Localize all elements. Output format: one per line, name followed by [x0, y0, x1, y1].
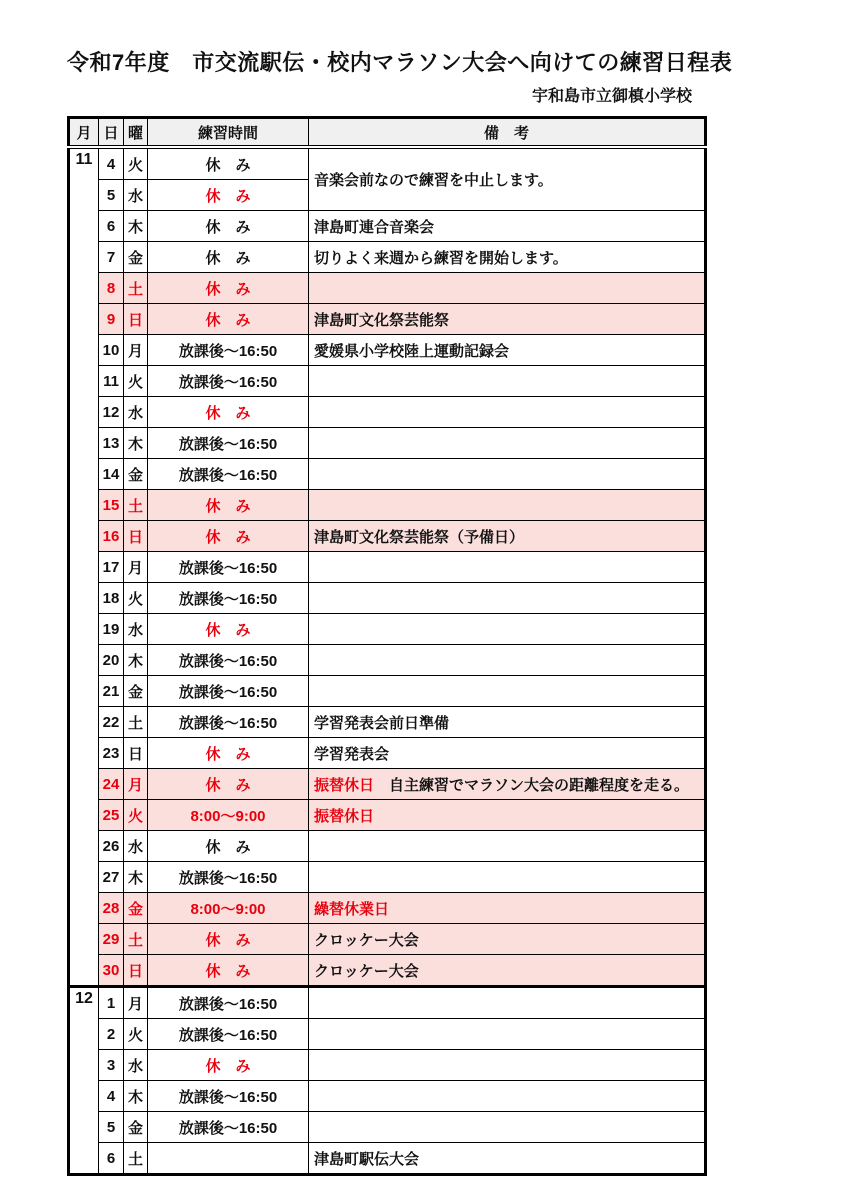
day-cell: 9	[99, 304, 124, 335]
time-cell: 放課後～16:50	[148, 676, 309, 707]
schedule-row	[69, 1081, 706, 1112]
time-cell: 休 み	[148, 521, 309, 552]
weekday-cell: 金	[124, 1112, 148, 1143]
column-header-remarks: 備 考	[309, 118, 706, 148]
day-cell: 4	[99, 147, 124, 180]
remark-cell	[309, 1050, 706, 1081]
time-cell: 放課後～16:50	[148, 1081, 309, 1112]
remark-text: 愛媛県小学校陸上運動記録会	[314, 342, 510, 360]
day-cell: 28	[99, 893, 124, 924]
schedule-row	[69, 987, 706, 1019]
weekday-cell: 木	[124, 1081, 148, 1112]
day-cell: 1	[99, 987, 124, 1019]
day-cell: 5	[99, 180, 124, 211]
schedule-row	[69, 1019, 706, 1050]
weekday-cell: 水	[124, 831, 148, 862]
column-header-weekday: 曜	[124, 118, 148, 148]
schedule-row	[69, 645, 706, 676]
time-cell: 休 み	[148, 304, 309, 335]
month-cell: 12	[69, 987, 99, 1175]
weekday-cell: 火	[124, 583, 148, 614]
remark-cell	[309, 147, 706, 211]
column-header-month: 月	[69, 118, 99, 148]
remark-cell	[309, 800, 706, 831]
time-cell: 8:00～9:00	[148, 893, 309, 924]
time-cell: 放課後～16:50	[148, 645, 309, 676]
schedule-row	[69, 583, 706, 614]
time-cell: 放課後～16:50	[148, 552, 309, 583]
schedule-row	[69, 242, 706, 273]
remark-cell	[309, 769, 706, 800]
remark-cell	[309, 1019, 706, 1050]
schedule-row	[69, 304, 706, 335]
remark-text: 振替休日	[314, 807, 375, 825]
day-cell: 4	[99, 1081, 124, 1112]
column-header-practice-time: 練習時間	[148, 118, 309, 148]
practice-schedule-table	[67, 116, 707, 1176]
remark-cell	[309, 521, 706, 552]
page-title: 令和7年度 市交流駅伝・校内マラソン大会へ向けての練習日程表	[67, 50, 733, 75]
weekday-cell: 火	[124, 800, 148, 831]
weekday-cell: 水	[124, 180, 148, 211]
day-cell: 3	[99, 1050, 124, 1081]
schedule-row	[69, 893, 706, 924]
time-cell: 休 み	[148, 738, 309, 769]
day-cell: 19	[99, 614, 124, 645]
weekday-cell: 日	[124, 521, 148, 552]
remark-text: クロッケー大会	[314, 931, 419, 949]
remark-cell	[309, 645, 706, 676]
schedule-row	[69, 614, 706, 645]
remark-cell	[309, 1143, 706, 1175]
document-body	[67, 0, 733, 1176]
schedule-row	[69, 924, 706, 955]
time-cell: 休 み	[148, 397, 309, 428]
time-cell: 休 み	[148, 490, 309, 521]
remark-cell	[309, 242, 706, 273]
weekday-cell: 水	[124, 1050, 148, 1081]
time-cell: 放課後～16:50	[148, 862, 309, 893]
remark-text: 津島町文化祭芸能祭	[314, 311, 450, 329]
schedule-row	[69, 397, 706, 428]
remark-text: 切りよく来週から練習を開始します。	[314, 249, 568, 267]
time-cell	[148, 1143, 309, 1175]
time-cell: 休 み	[148, 180, 309, 211]
remark-text: 自主練習でマラソン大会の距離程度を走る。	[374, 776, 690, 794]
weekday-cell: 日	[124, 304, 148, 335]
time-cell: 放課後～16:50	[148, 1112, 309, 1143]
remark-text: クロッケー大会	[314, 962, 419, 980]
remark-cell	[309, 862, 706, 893]
remark-cell	[309, 490, 706, 521]
remark-cell	[309, 366, 706, 397]
remark-text: 津島町連合音楽会	[314, 218, 435, 236]
weekday-cell: 水	[124, 397, 148, 428]
remark-cell	[309, 1081, 706, 1112]
remark-text: 津島町文化祭芸能祭（予備日）	[314, 528, 525, 546]
day-cell: 18	[99, 583, 124, 614]
remark-cell	[309, 924, 706, 955]
time-cell: 放課後～16:50	[148, 707, 309, 738]
weekday-cell: 日	[124, 955, 148, 987]
remark-cell	[309, 552, 706, 583]
weekday-cell: 木	[124, 645, 148, 676]
schedule-row	[69, 459, 706, 490]
day-cell: 17	[99, 552, 124, 583]
weekday-cell: 月	[124, 335, 148, 366]
day-cell: 25	[99, 800, 124, 831]
day-cell: 23	[99, 738, 124, 769]
remark-cell	[309, 211, 706, 242]
remark-cell	[309, 893, 706, 924]
remark-text: 津島町駅伝大会	[314, 1150, 420, 1168]
time-cell: 休 み	[148, 1050, 309, 1081]
day-cell: 10	[99, 335, 124, 366]
day-cell: 22	[99, 707, 124, 738]
time-cell: 8:00～9:00	[148, 800, 309, 831]
school-name: 宇和島市立御槙小学校	[531, 88, 692, 105]
schedule-row	[69, 1050, 706, 1081]
weekday-cell: 火	[124, 366, 148, 397]
schedule-row	[69, 490, 706, 521]
schedule-row	[69, 147, 706, 180]
weekday-cell: 水	[124, 614, 148, 645]
remark-cell	[309, 304, 706, 335]
remark-text: 学習発表会	[314, 745, 390, 763]
day-cell: 26	[99, 831, 124, 862]
day-cell: 6	[99, 211, 124, 242]
weekday-cell: 木	[124, 211, 148, 242]
schedule-row	[69, 552, 706, 583]
weekday-cell: 火	[124, 147, 148, 180]
weekday-cell: 月	[124, 552, 148, 583]
weekday-cell: 土	[124, 490, 148, 521]
day-cell: 20	[99, 645, 124, 676]
remark-text: 繰替休業日	[314, 900, 390, 918]
column-header-day: 日	[99, 118, 124, 148]
remark-cell	[309, 273, 706, 304]
day-cell: 2	[99, 1019, 124, 1050]
schedule-row	[69, 738, 706, 769]
time-cell: 放課後～16:50	[148, 366, 309, 397]
day-cell: 8	[99, 273, 124, 304]
remark-cell	[309, 614, 706, 645]
weekday-cell: 土	[124, 924, 148, 955]
weekday-cell: 月	[124, 769, 148, 800]
time-cell: 休 み	[148, 273, 309, 304]
schedule-row	[69, 831, 706, 862]
weekday-cell: 金	[124, 459, 148, 490]
time-cell: 休 み	[148, 924, 309, 955]
weekday-cell: 土	[124, 707, 148, 738]
remark-cell	[309, 987, 706, 1019]
remark-cell	[309, 583, 706, 614]
time-cell: 放課後～16:50	[148, 459, 309, 490]
day-cell: 24	[99, 769, 124, 800]
day-cell: 29	[99, 924, 124, 955]
day-cell: 30	[99, 955, 124, 987]
day-cell: 15	[99, 490, 124, 521]
time-cell: 放課後～16:50	[148, 987, 309, 1019]
schedule-row	[69, 273, 706, 304]
schedule-row	[69, 521, 706, 552]
remark-cell	[309, 707, 706, 738]
day-cell: 11	[99, 366, 124, 397]
remark-cell	[309, 397, 706, 428]
schedule-row	[69, 862, 706, 893]
schedule-row	[69, 211, 706, 242]
time-cell: 放課後～16:50	[148, 428, 309, 459]
schedule-row	[69, 769, 706, 800]
remark-cell	[309, 1112, 706, 1143]
time-cell: 休 み	[148, 242, 309, 273]
day-cell: 14	[99, 459, 124, 490]
table-header-row	[69, 118, 706, 148]
day-cell: 6	[99, 1143, 124, 1175]
day-cell: 21	[99, 676, 124, 707]
weekday-cell: 土	[124, 1143, 148, 1175]
remark-cell	[309, 676, 706, 707]
day-cell: 13	[99, 428, 124, 459]
time-cell: 放課後～16:50	[148, 583, 309, 614]
schedule-row	[69, 366, 706, 397]
time-cell: 休 み	[148, 211, 309, 242]
time-cell: 放課後～16:50	[148, 1019, 309, 1050]
weekday-cell: 火	[124, 1019, 148, 1050]
weekday-cell: 土	[124, 273, 148, 304]
schedule-row	[69, 707, 706, 738]
table-body	[69, 147, 706, 1175]
day-cell: 12	[99, 397, 124, 428]
schedule-row	[69, 955, 706, 987]
time-cell: 放課後～16:50	[148, 335, 309, 366]
schedule-row	[69, 335, 706, 366]
remark-cell	[309, 738, 706, 769]
schedule-row	[69, 676, 706, 707]
remark-cell	[309, 428, 706, 459]
remark-cell	[309, 831, 706, 862]
remark-text: 振替休日	[314, 776, 375, 794]
time-cell: 休 み	[148, 147, 309, 180]
weekday-cell: 日	[124, 738, 148, 769]
day-cell: 7	[99, 242, 124, 273]
time-cell: 休 み	[148, 955, 309, 987]
schedule-row	[69, 1143, 706, 1175]
remark-cell	[309, 955, 706, 987]
remark-text: 学習発表会前日準備	[314, 714, 450, 732]
weekday-cell: 金	[124, 893, 148, 924]
remark-text: 音楽会前なので練習を中止します。	[314, 172, 553, 189]
time-cell: 休 み	[148, 614, 309, 645]
day-cell: 27	[99, 862, 124, 893]
schedule-row	[69, 1112, 706, 1143]
day-cell: 5	[99, 1112, 124, 1143]
schedule-row	[69, 428, 706, 459]
weekday-cell: 木	[124, 862, 148, 893]
remark-cell	[309, 335, 706, 366]
schedule-row	[69, 800, 706, 831]
month-cell: 11	[69, 147, 99, 987]
weekday-cell: 木	[124, 428, 148, 459]
remark-cell	[309, 459, 706, 490]
weekday-cell: 金	[124, 676, 148, 707]
time-cell: 休 み	[148, 769, 309, 800]
day-cell: 16	[99, 521, 124, 552]
weekday-cell: 金	[124, 242, 148, 273]
weekday-cell: 月	[124, 987, 148, 1019]
time-cell: 休 み	[148, 831, 309, 862]
